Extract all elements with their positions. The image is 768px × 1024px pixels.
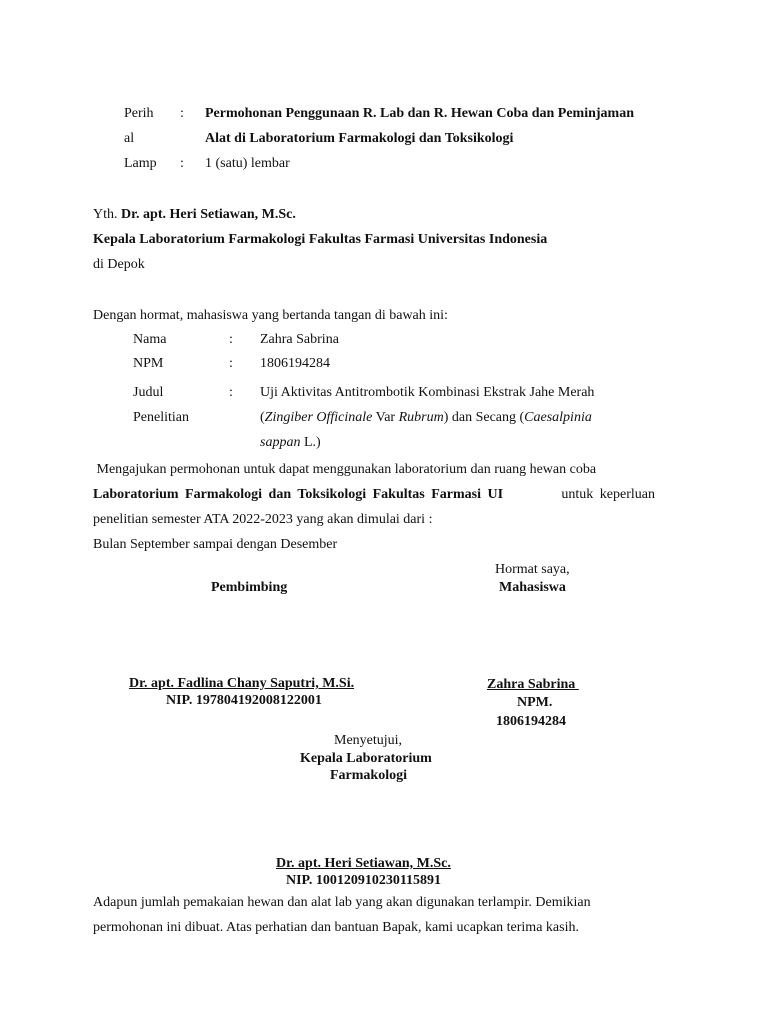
nama-label: Nama [133, 332, 167, 347]
paragraph-lab-name: Laboratorium Farmakologi dan Toksikologi Fakultas Farmasi UI [93, 487, 504, 502]
judul-line2-text: ( [260, 410, 265, 425]
paragraph-line2 [93, 486, 655, 504]
kepala-title-line1: Kepala Laboratorium [300, 751, 432, 766]
lampiran-value: 1 (satu) lembar [205, 156, 290, 171]
judul-line1: Uji Aktivitas Antitrombotik Kombinasi Ekstrak Jahe Merah [260, 385, 595, 400]
paragraph-line1: Mengajukan permohonan untuk dapat menggunakan laboratorium dan ruang hewan coba [93, 462, 597, 477]
perihal-subject-line1: Permohonan Penggunaan R. Lab dan R. Hewan Coba dan Peminjaman [205, 106, 635, 121]
recipient-yth: Yth. [93, 207, 118, 222]
judul-line3-latin: sappan [260, 435, 301, 450]
recipient-place: di Depok [93, 257, 145, 272]
kepala-nip: NIP. 100120910230115891 [286, 873, 442, 888]
judul-colon: : [229, 385, 233, 400]
menyetujui: Menyetujui, [334, 733, 403, 748]
pembimbing-nip: NIP. 197804192008122001 [166, 693, 322, 708]
npm-colon: : [229, 356, 233, 371]
recipient-line [93, 206, 296, 224]
kepala-title-line2: Farmakologi [330, 768, 407, 783]
npm-label: NPM [133, 356, 164, 371]
judul-line2-text: ) dan Secang ( [443, 410, 525, 425]
nama-value: Zahra Sabrina [260, 332, 339, 347]
closing-line2: permohonan ini dibuat. Atas perhatian dan bantuan Bapak, kami ucapkan terima kasih. [93, 920, 579, 935]
recipient-name: Dr. apt. Heri Setiawan, M.Sc. [121, 207, 296, 222]
greeting: Dengan hormat, mahasiswa yang bertanda tangan di bawah ini: [93, 308, 448, 323]
judul-line2-text: Var [372, 410, 399, 425]
judul-line2-latin: Rubrum [398, 410, 444, 425]
judul-label-continued: Penelitian [133, 410, 189, 425]
perihal-label: Perih [124, 106, 154, 121]
lampiran-colon: : [180, 156, 184, 171]
nama-colon: : [229, 332, 233, 347]
paragraph-line2-rest: untuk keperluan [554, 487, 655, 502]
student-name: Zahra Sabrina [487, 677, 579, 692]
judul-line3-text: L.) [300, 435, 321, 450]
perihal-label-continued: al [124, 131, 135, 146]
judul-line2-latin: Zingiber Officinale [264, 410, 373, 425]
npm-value: 1806194284 [260, 356, 330, 371]
perihal-subject-line2: Alat di Laboratorium Farmakologi dan Toksikologi [205, 131, 514, 146]
judul-label: Judul [133, 385, 164, 400]
period: Bulan September sampai dengan Desember [93, 537, 338, 552]
judul-line3 [260, 434, 321, 452]
judul-line2 [260, 409, 592, 427]
judul-line2-latin: Caesalpinia [524, 410, 592, 425]
hormat-saya: Hormat saya, [495, 562, 570, 577]
recipient-title: Kepala Laboratorium Farmakologi Fakultas Farmasi Universitas Indonesia [93, 232, 548, 247]
student-npm-label: NPM. [517, 695, 553, 710]
paragraph-line3: penelitian semester ATA 2022-2023 yang akan dimulai dari : [93, 512, 433, 527]
perihal-colon: : [180, 106, 184, 121]
pembimbing-label: Pembimbing [211, 580, 288, 595]
pembimbing-name: Dr. apt. Fadlina Chany Saputri, M.Si. [129, 676, 355, 691]
student-npm: 1806194284 [496, 714, 566, 729]
kepala-name: Dr. apt. Heri Setiawan, M.Sc. [276, 856, 451, 871]
lampiran-label: Lamp [124, 156, 157, 171]
mahasiswa-label: Mahasiswa [499, 580, 566, 595]
closing-line1: Adapun jumlah pemakaian hewan dan alat lab yang akan digunakan terlampir. Demikian [93, 895, 591, 910]
